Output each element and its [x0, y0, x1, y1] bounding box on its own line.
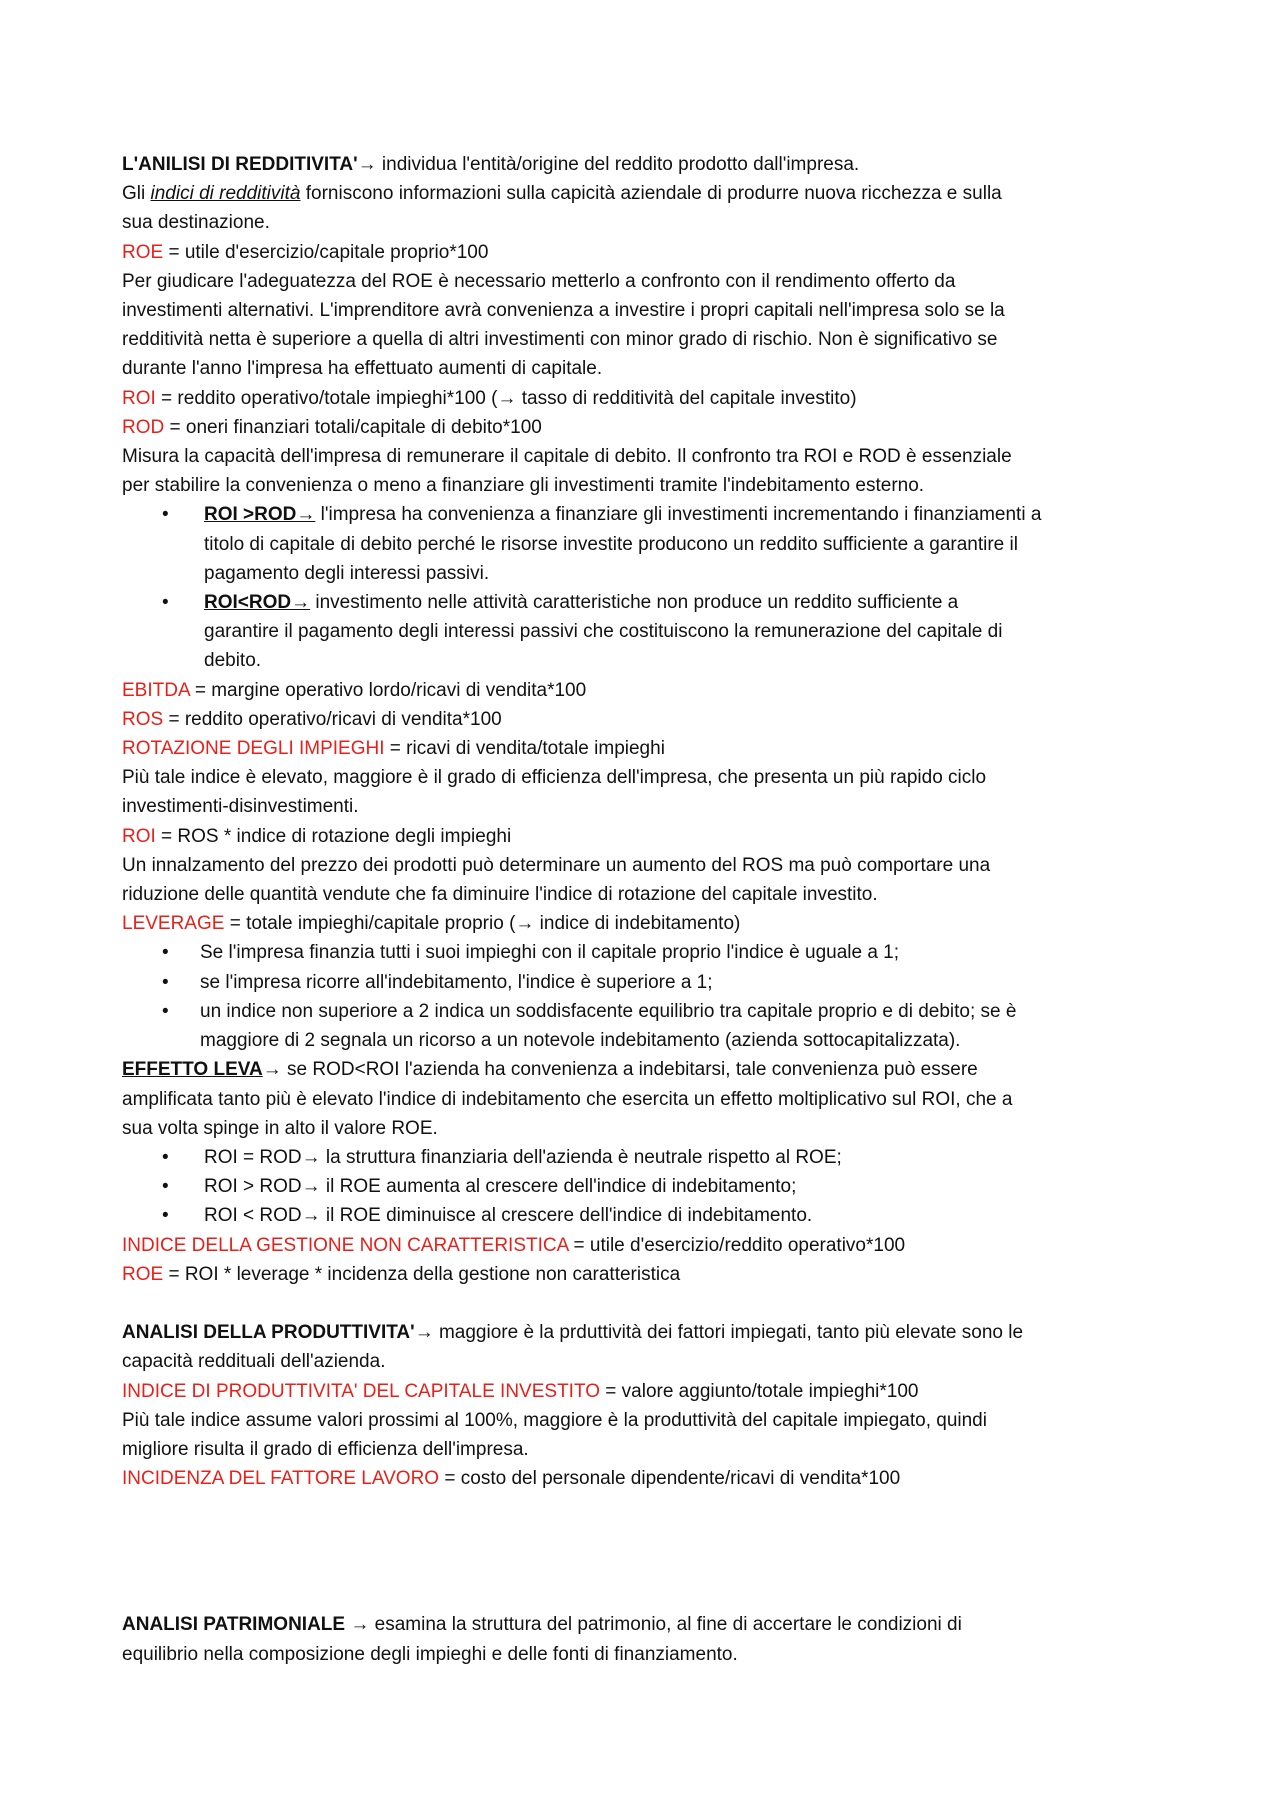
list-item: • ROI < ROD→ il ROE diminuisce al crescere dell'indice di indebitamento.: [122, 1201, 1172, 1230]
document-page: [122, 150, 1172, 1669]
formula-roe-scomposizione: ROE = ROI * leverage * incidenza della gestione non caratteristica: [122, 1263, 681, 1285]
formula-roe: ROE = utile d'esercizio/capitale proprio*100: [122, 241, 489, 263]
paragraph-line: sua destinazione.: [122, 212, 270, 234]
formula-produttivita-capitale: INDICE DI PRODUTTIVITA' DEL CAPITALE INVESTITO = valore aggiunto/totale impieghi*100: [122, 1380, 919, 1402]
bullet-glyph: •: [162, 1205, 169, 1227]
bullet-glyph: •: [162, 1146, 169, 1168]
bullet-glyph: •: [162, 942, 169, 964]
formula-gestione-non-caratteristica: INDICE DELLA GESTIONE NON CARATTERISTICA = utile d'esercizio/reddito operativo*100: [122, 1234, 906, 1256]
paragraph-line: Più tale indice è elevato, maggiore è il grado di efficienza dell'impresa, che presenta un più rapido ciclo: [122, 767, 987, 789]
paragraph-line: equilibrio nella composizione degli impieghi e delle fonti di finanziamento.: [122, 1643, 738, 1665]
paragraph-line: Più tale indice assume valori prossimi al 100%, maggiore è la produttività del capitale impiegato, quindi: [122, 1409, 987, 1431]
formula-fattore-lavoro: INCIDENZA DEL FATTORE LAVORO = costo del personale dipendente/ricavi di vendita*100: [122, 1468, 901, 1490]
bullet-glyph: •: [162, 971, 169, 993]
paragraph-line: migliore risulta il grado di efficienza dell'impresa.: [122, 1438, 529, 1460]
indici-redditivita-term: indici di redditività: [150, 183, 301, 205]
paragraph-line: investimenti alternativi. L'imprenditore avrà convenienza a investire i propri capitali nell'impresa solo se la: [122, 300, 1005, 322]
paragraph-line: capacità reddituali dell'azienda.: [122, 1351, 386, 1373]
spacer: [122, 1289, 1172, 1318]
produttivita-heading: ANALISI DELLA PRODUTTIVITA': [122, 1322, 415, 1344]
list-item: • Se l'impresa finanzia tutti i suoi impieghi con il capitale proprio l'indice è uguale a 1;: [122, 938, 1172, 967]
redditivita-heading-line: [122, 150, 1172, 179]
paragraph-line: per stabilire la convenienza o meno a finanziare gli investimenti tramite l'indebitamento esterno.: [122, 475, 925, 497]
paragraph-line: riduzione delle quantità vendute che fa diminuire l'indice di rotazione del capitale investito.: [122, 884, 878, 906]
list-item: • ROI > ROD→ il ROE aumenta al crescere dell'indice di indebitamento;: [122, 1172, 1172, 1201]
bullet-glyph: •: [162, 1176, 169, 1198]
list-item: • ROI<ROD→ investimento nelle attività caratteristiche non produce un reddito sufficiente a garantire il pagamento degli interessi passivi che costituiscono la remunerazione del capitale di debito.: [122, 588, 1172, 676]
formula-roi: ROI = reddito operativo/totale impieghi*100 (→ tasso di redditività del capitale investito): [122, 387, 857, 409]
bullet-glyph: •: [162, 504, 169, 526]
term-rod: ROD: [122, 416, 165, 438]
formula-ebitda: EBITDA = margine operativo lordo/ricavi di vendita*100: [122, 679, 587, 701]
paragraph-line: durante l'anno l'impresa ha effettuato aumenti di capitale.: [122, 358, 603, 380]
paragraph-line: amplificata tanto più è elevato l'indice di indebitamento che esercita un effetto moltiplicativo sul ROI, che a: [122, 1088, 1013, 1110]
effetto-leva-term: EFFETTO LEVA: [122, 1059, 263, 1081]
paragraph-line: Misura la capacità dell'impresa di remunerare il capitale di debito. Il confronto tra ROI e ROD è essenziale: [122, 446, 1012, 468]
list-item: • se l'impresa ricorre all'indebitamento, l'indice è superiore a 1;: [122, 968, 1172, 997]
bullet-glyph: •: [162, 592, 169, 614]
paragraph-line: Un innalzamento del prezzo dei prodotti può determinare un aumento del ROS ma può comportare una: [122, 854, 991, 876]
list-item: • ROI >ROD→ l'impresa ha convenienza a finanziare gli investimenti incrementando i finanziamenti a titolo di capitale di debito perché le risorse investite producono un reddito sufficiente a garantire il pagamento degli interessi passivi.: [122, 500, 1172, 588]
term-roi: ROI: [122, 387, 156, 409]
produttivita-heading-line: ANALISI DELLA PRODUTTIVITA'→ maggiore è la prduttività dei fattori impiegati, tanto più elevate sono le: [122, 1322, 1024, 1344]
effetto-leva-line: EFFETTO LEVA→ se ROD<ROI l'azienda ha convenienza a indebitarsi, tale convenienza può essere: [122, 1059, 978, 1081]
formula-rotazione: ROTAZIONE DEGLI IMPIEGHI = ricavi di vendita/totale impieghi: [122, 738, 665, 760]
list-item: • un indice non superiore a 2 indica un soddisfacente equilibrio tra capitale proprio e di debito; se è maggiore di 2 segnala un ricorso a un notevole indebitamento (azienda sottocapitalizzata).: [122, 997, 1172, 1055]
paragraph-line: sua volta spinge in alto il valore ROE.: [122, 1117, 438, 1139]
paragraph-line: Per giudicare l'adeguatezza del ROE è necessario metterlo a confronto con il rendimento offerto da: [122, 270, 956, 292]
patrimoniale-heading-line: ANALISI PATRIMONIALE → esamina la struttura del patrimonio, al fine di accertare le condizioni di: [122, 1614, 962, 1636]
patrimoniale-heading: ANALISI PATRIMONIALE: [122, 1614, 346, 1636]
formula-rod: ROD = oneri finanziari totali/capitale di debito*100: [122, 416, 542, 438]
formula-leverage: LEVERAGE = totale impieghi/capitale proprio (→ indice di indebitamento): [122, 913, 741, 935]
redditivita-heading: L'ANILISI DI REDDITIVITA': [122, 154, 358, 175]
term-roe: ROE: [122, 241, 164, 263]
paragraph-line: redditività netta è superiore a quella di altri investimenti con minor grado di rischio. Non è significativo se: [122, 329, 998, 351]
paragraph-line: Gli indici di redditività forniscono informazioni sulla capicità aziendale di produrre nuova ricchezza e sulla: [122, 183, 1002, 205]
redditivita-heading-rest: → individua l'entità/origine del reddito prodotto dall'impresa.: [357, 154, 860, 175]
paragraph-line: investimenti-disinvestimenti.: [122, 796, 359, 818]
list-item: • ROI = ROD→ la struttura finanziaria dell'azienda è neutrale rispetto al ROE;: [122, 1143, 1172, 1172]
formula-ros: ROS = reddito operativo/ricavi di vendita*100: [122, 708, 502, 730]
spacer: [122, 1493, 1172, 1610]
formula-roi-ros: ROI = ROS * indice di rotazione degli impieghi: [122, 825, 512, 847]
bullet-glyph: •: [162, 1000, 169, 1022]
